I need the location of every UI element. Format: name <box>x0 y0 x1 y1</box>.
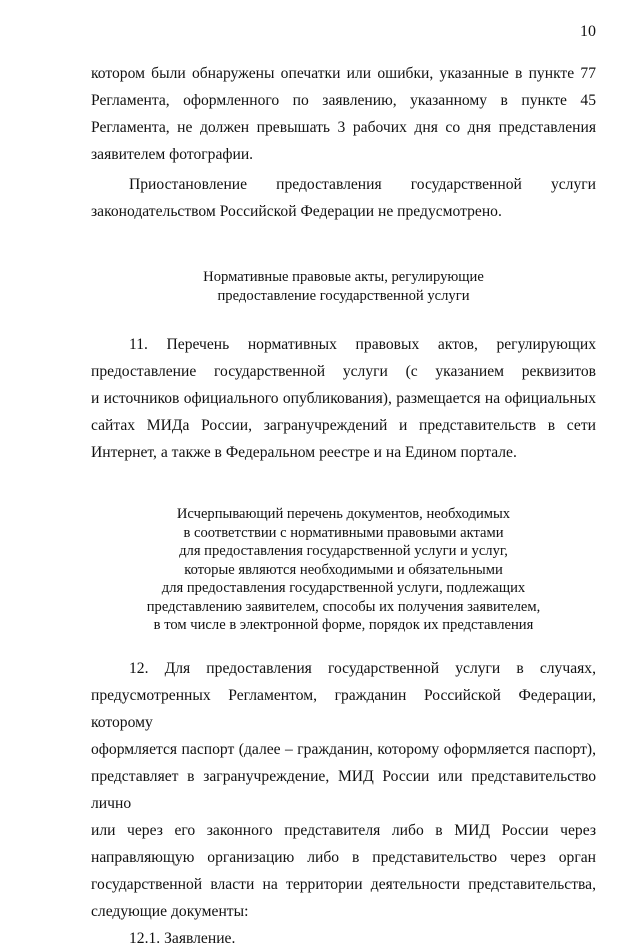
heading-line: в том числе в электронной форме, порядок их представления <box>153 617 534 633</box>
heading-line: представлению заявителем, способы их получения заявителем, <box>146 598 541 615</box>
paragraph-item-12-1 <box>91 925 596 952</box>
paragraph-item-12 <box>91 655 596 925</box>
heading-line: которые являются необходимыми и обязательными <box>184 561 503 578</box>
heading-line: Исчерпывающий перечень документов, необходимых <box>176 506 511 522</box>
text-line: государственной власти на территории деятельности представительства, <box>91 875 596 893</box>
text-line: Приостановление предоставления государственной услуги <box>129 176 596 193</box>
text-line: Регламента, оформленного по заявлению, указанному в пункте 45 <box>91 92 596 109</box>
text-line: Регламента, не должен превышать 3 рабочих дня со дня представления <box>91 119 596 136</box>
paragraph-item-11 <box>91 331 596 466</box>
text-line: предоставление государственной услуги (с указанием реквизитов <box>91 363 596 380</box>
section-heading-documents-list <box>91 505 596 635</box>
section-heading-legal-acts <box>91 268 596 305</box>
text-line: и источников официального опубликования), размещается на официальных <box>91 390 596 407</box>
text-line: котором были обнаружены опечатки или ошибки, указанные в пункте 77 <box>91 65 596 82</box>
document-body <box>91 60 596 952</box>
heading-line: Нормативные правовые акты, регулирующие <box>203 269 484 285</box>
paragraph-correction-deadline <box>91 60 596 168</box>
text-line: или через его законного представителя либо в МИД России через <box>91 821 596 839</box>
text-line: предусмотренных Регламентом, гражданин Российской Федерации, которому <box>91 686 596 731</box>
page-number: 10 <box>580 23 596 40</box>
paragraph-suspension <box>91 171 596 225</box>
text-line: 12. Для предоставления государственной услуги в случаях, <box>129 659 596 677</box>
heading-line: предоставление государственной услуги <box>217 287 470 304</box>
heading-line: для предоставления государственной услуги и услуг, <box>179 543 508 559</box>
text-line: сайтах МИДа России, загранучреждений и представительств в сети <box>91 417 596 434</box>
text-line: 11. Перечень нормативных правовых актов, регулирующих <box>129 336 596 353</box>
text-line: направляющую организацию либо в представительство через орган <box>91 848 596 866</box>
text-line: Интернет, а также в Федеральном реестре и на Едином портале. <box>91 444 517 461</box>
text-line: представляет в загранучреждение, МИД России или представительство лично <box>91 767 596 812</box>
text-line: оформляется паспорт (далее – гражданин, которому оформляется паспорт), <box>91 740 596 758</box>
text-line: заявителем фотографии. <box>91 146 254 163</box>
heading-line: в соответствии с нормативными правовыми актами <box>183 524 504 541</box>
heading-line: для предоставления государственной услуги, подлежащих <box>161 580 526 596</box>
text-line: следующие документы: <box>91 902 249 920</box>
text-line: законодательством Российской Федерации не предусмотрено. <box>91 203 502 220</box>
text-line: 12.1. Заявление. <box>129 929 236 947</box>
